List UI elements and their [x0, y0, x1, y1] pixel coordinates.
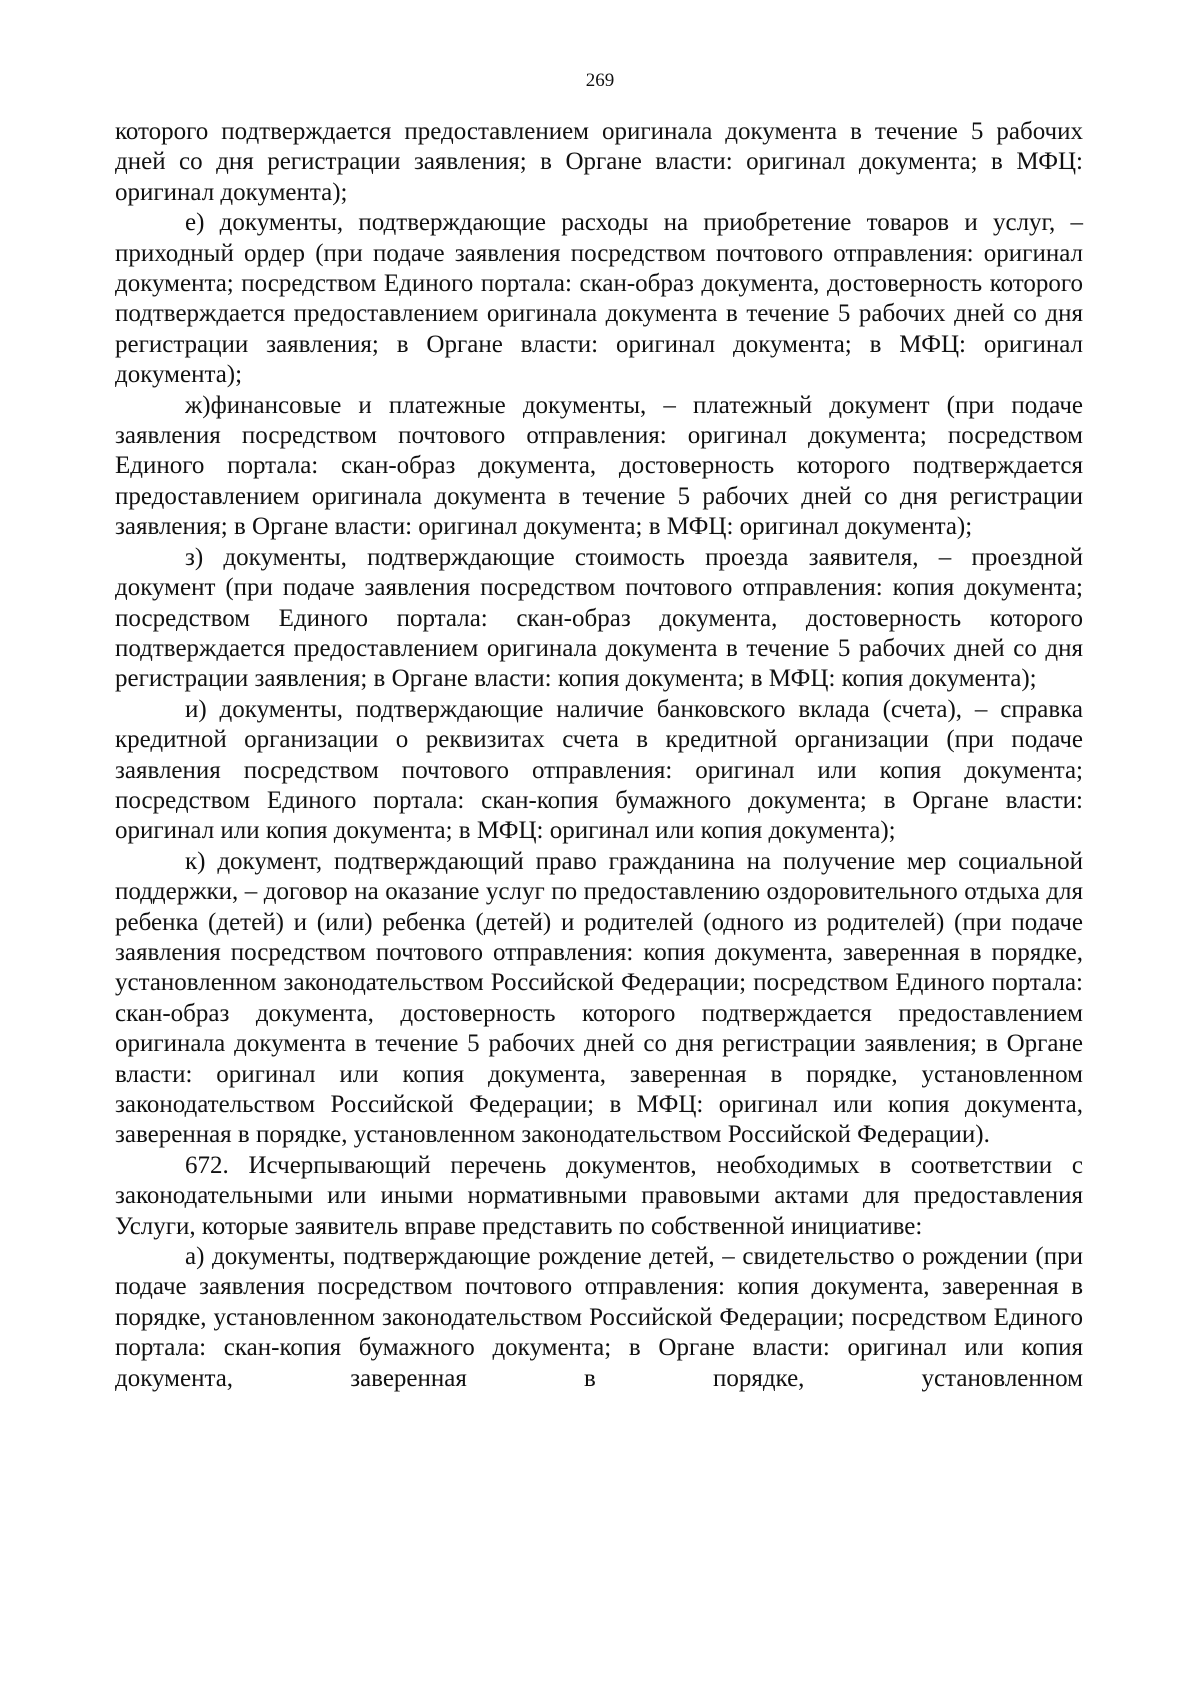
paragraph-section-672: 672. Исчерпывающий перечень документов, необходимых в соответствии с законодательными или иными нормативными правовыми актами для предоставления Услуги, которые заявитель вправе представить по собственной инициативе:	[115, 1151, 1083, 1240]
paragraph-item-zh: ж)финансовые и платежные документы, – платежный документ (при подаче заявления посредством почтового отправления: оригинал документа; посредством Единого портала: скан-образ документа, достоверность которого подтверждается предоставлением оригинала документа в течение 5 рабочих дней со дня регистрации заявления; в Органе власти: оригинал документа; в МФЦ: оригинал документа);	[115, 391, 1083, 541]
paragraph-item-k: к) документ, подтверждающий право гражданина на получение мер социальной поддержки, – договор на оказание услуг по предоставлению оздоровительного отдыха для ребенка (детей) и (или) ребенка (детей) и родителей (одного из родителей) (при подаче заявления посредством почтового отправления: копия документа, заверенная в порядке, установленном законодательством Российской Федерации; посредством Единого портала: скан-образ документа, достоверность которого подтверждается предоставлением оригинала документа в течение 5 рабочих дней со дня регистрации заявления; в Органе власти: оригинал или копия документа, заверенная в порядке, установленном законодательством Российской Федерации; в МФЦ: оригинал или копия документа, заверенная в порядке, установленном законодательством Российской Федерации).	[115, 847, 1083, 1149]
page-number: 269	[585, 70, 615, 91]
paragraph-item-i: и) документы, подтверждающие наличие банковского вклада (счета), – справка кредитной организации о реквизитах счета в кредитной организации (при подаче заявления посредством почтового отправления: оригинал или копия документа; посредством Единого портала: скан-копия бумажного документа; в Органе власти: оригинал или копия документа; в МФЦ: оригинал или копия документа);	[115, 695, 1083, 845]
paragraph-item-z: з) документы, подтверждающие стоимость проезда заявителя, – проездной документ (при подаче заявления посредством почтового отправления: копия документа; посредством Единого портала: скан-образ документа, достоверность которого подтверждается предоставлением оригинала документа в течение 5 рабочих дней со дня регистрации заявления; в Органе власти: копия документа; в МФЦ: копия документа);	[115, 543, 1083, 693]
paragraph-item-e: е) документы, подтверждающие расходы на приобретение товаров и услуг, – приходный ордер (при подаче заявления посредством почтового отправления: оригинал документа; посредством Единого портала: скан-образ документа, достоверность которого подтверждается предоставлением оригинала документа в течение 5 рабочих дней со дня регистрации заявления; в Органе власти: оригинал документа; в МФЦ: оригинал документа);	[115, 209, 1083, 389]
paragraph-continuation: которого подтверждается предоставлением оригинала документа в течение 5 рабочих дней со дня регистрации заявления; в Органе власти: оригинал документа; в МФЦ: оригинал документа);	[115, 118, 1083, 206]
paragraph-item-a: а) документы, подтверждающие рождение детей, – свидетельство о рождении (при подаче заявления посредством почтового отправления: копия документа, заверенная в порядке, установленном законодательством Российской Федерации; посредством Единого портала: скан-копия бумажного документа; в Органе власти: оригинал или копия документа, заверенная в порядке, установленном	[115, 1243, 1083, 1392]
document-body	[115, 117, 1083, 1394]
